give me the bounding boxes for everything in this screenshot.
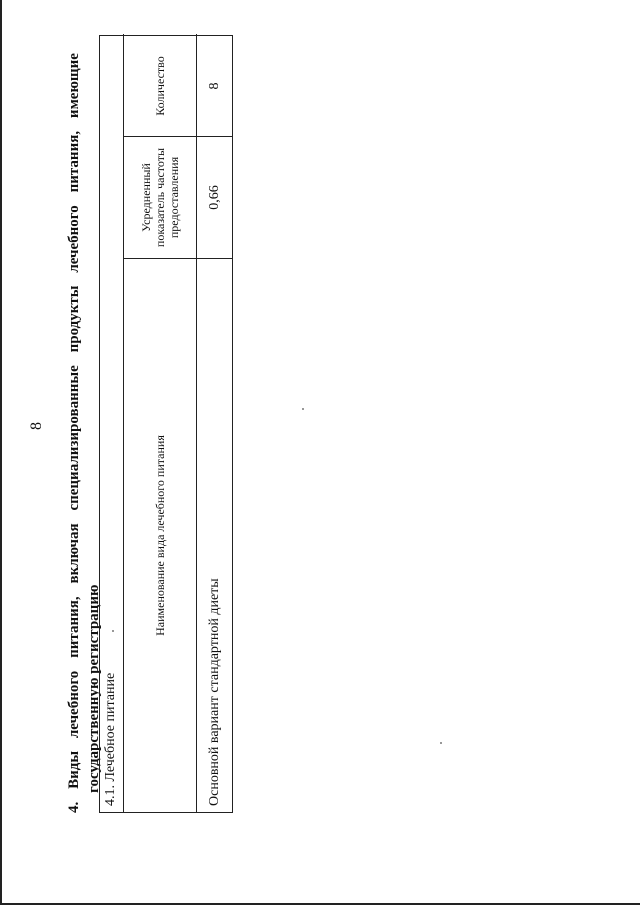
heading-line-2: государственную регистрацию [86, 584, 102, 793]
heading-word: продукты [66, 285, 82, 353]
table-header-row [124, 34, 197, 812]
page-number: 8 [28, 422, 45, 430]
heading-word: 4. [66, 801, 82, 813]
section-heading [64, 53, 104, 813]
heading-word: питания, [66, 130, 82, 193]
heading-word: лечебного [66, 205, 82, 273]
heading-word: лечебного [66, 670, 82, 739]
header-frequency: Усредненный показатель частоты предоставления [124, 136, 196, 258]
cell-quantity: 8 [206, 82, 222, 90]
heading-word: питания, [66, 596, 82, 658]
cell-frequency: 0,66 [197, 136, 232, 258]
nutrition-table [99, 35, 233, 813]
header-quantity: Количество [153, 56, 167, 116]
cell-name: Основной вариант стандартной диеты [197, 258, 232, 812]
heading-word: имеющие [66, 53, 82, 119]
heading-word: включая [66, 523, 82, 584]
heading-word: Виды [66, 750, 82, 789]
table-row [197, 34, 232, 812]
header-name: Наименование вида лечебного питания [124, 258, 196, 812]
heading-word: специализированные [66, 365, 82, 511]
heading-line-1 [64, 53, 84, 813]
table-section-title: 4.1. Лечебное питание [100, 34, 124, 812]
